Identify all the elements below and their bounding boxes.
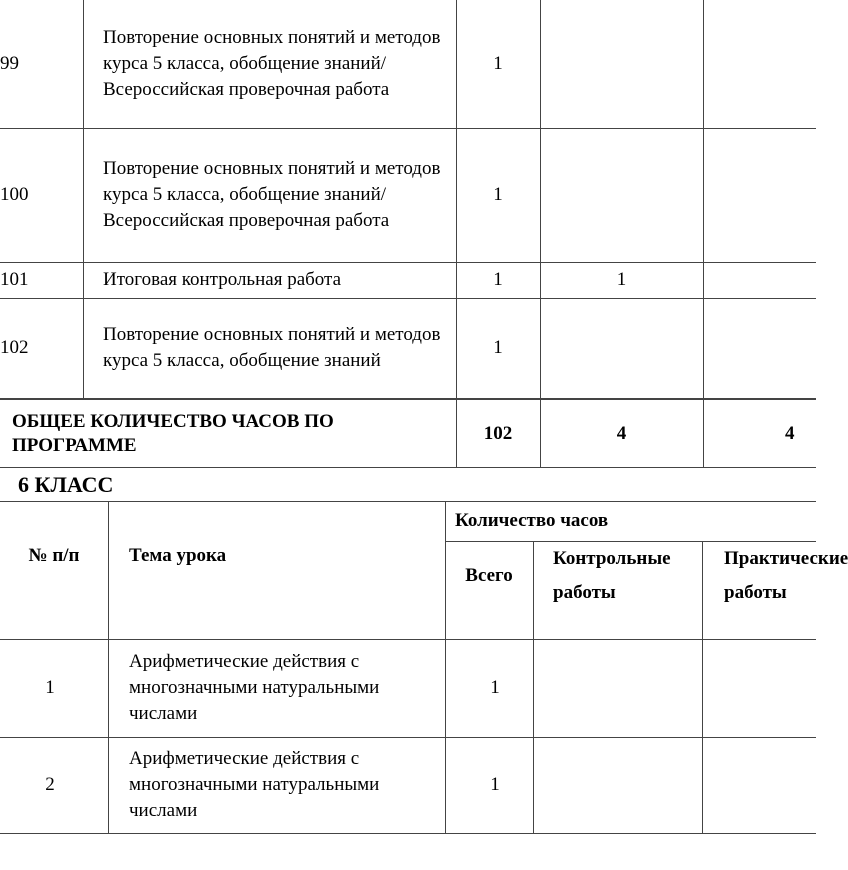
header-practical: Практические работы [724,548,848,603]
header-topic: Тема урока [129,545,227,566]
row-num: 101 [0,269,29,290]
header-num: № п/п [28,545,80,566]
row-topic: Повторение основных понятий и методов курса 5 класса, обобщение знаний/Всероссийская проверочная работа [103,158,441,231]
header-control: Контрольные работы [553,548,671,603]
row-total: 1 [493,337,503,358]
row-num: 99 [0,53,19,74]
row-num: 2 [45,774,55,795]
row-topic: Повторение основных понятий и методов курса 5 класса, обобщение знаний [103,324,441,371]
row-topic: Арифметические действия с многозначными натуральными числами [129,748,380,821]
header-total: Всего [465,565,513,586]
section-heading: 6 КЛАСС [18,472,114,497]
summary-control: 4 [616,422,627,444]
row-total: 1 [493,53,503,74]
row-topic: Итоговая контрольная работа [103,269,342,290]
row-topic: Повторение основных понятий и методов курса 5 класса, обобщение знаний/Всероссийская проверочная работа [103,27,441,100]
row-total: 1 [493,269,503,290]
row-num: 102 [0,337,29,358]
row-num: 1 [45,677,55,698]
summary-label: ОБЩЕЕ КОЛИЧЕСТВО ЧАСОВ ПО ПРОГРАММЕ [12,410,334,456]
row-topic: Арифметические действия с многозначными натуральными числами [129,651,380,724]
row-control: 1 [616,269,627,290]
row-num: 100 [0,184,29,205]
summary-practical: 4 [785,422,795,444]
row-total: 1 [493,184,503,205]
row-total: 1 [490,677,500,698]
row-total: 1 [490,774,500,795]
header-hours: Количество часов [455,510,609,531]
summary-total: 102 [483,422,513,444]
